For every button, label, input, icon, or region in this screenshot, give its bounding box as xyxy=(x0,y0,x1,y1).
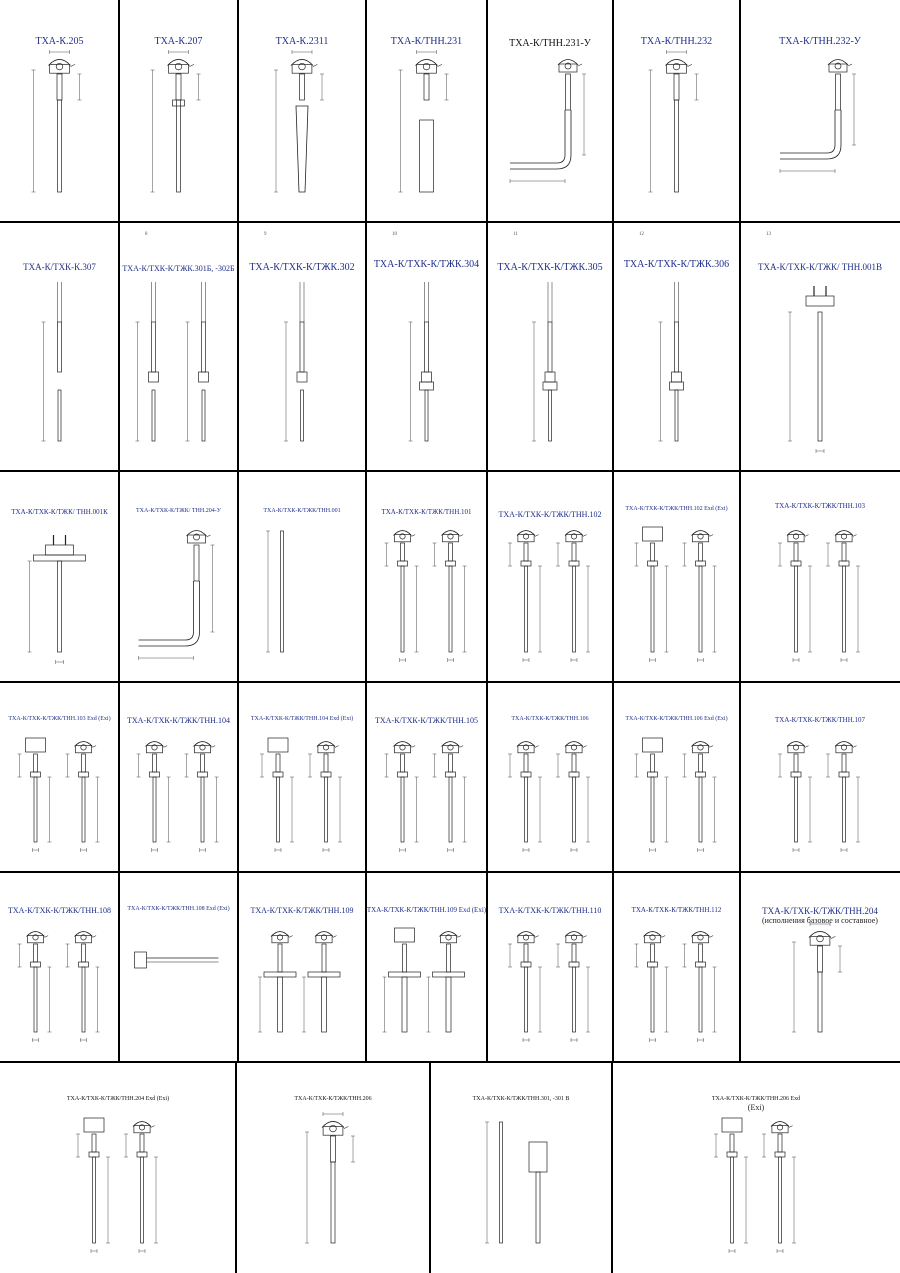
catalog-cell xyxy=(740,872,900,1062)
technical-drawing xyxy=(487,872,613,1062)
technical-drawing xyxy=(119,471,238,682)
product-title xyxy=(487,38,613,50)
catalog-cell xyxy=(366,222,487,471)
page-number: 11 xyxy=(513,232,518,237)
product-title-text: ТХА-К/ТХК-К/ТЖК.305 xyxy=(497,262,603,273)
product-title-text: ТХА-К/ТХК-К/ТЖК.301Б, -302Б xyxy=(122,264,235,273)
product-title-text: ТХА-К/ТХК-К/ТЖК/ТНН.103 xyxy=(774,502,866,510)
catalog-cell xyxy=(119,0,238,222)
grid-divider xyxy=(611,1062,613,1273)
product-title xyxy=(740,716,900,724)
page-number: 13 xyxy=(766,232,771,237)
catalog-cell xyxy=(0,0,119,222)
product-title xyxy=(366,906,487,914)
product-title-text: ТХА-К/ТНН.232 xyxy=(640,36,713,47)
catalog-cell xyxy=(487,222,613,471)
technical-drawing xyxy=(430,1062,612,1273)
grid-divider xyxy=(0,871,900,873)
grid-divider xyxy=(612,0,614,1062)
product-title xyxy=(119,36,238,48)
product-title-text: ТХА-К/ТХК-К/ТЖК/ТНН.109 xyxy=(250,906,354,915)
grid-divider xyxy=(365,0,367,1062)
catalog-cell xyxy=(430,1062,612,1273)
product-title xyxy=(0,36,119,48)
grid-divider xyxy=(0,470,900,472)
product-title-text: ТХА-К/ТХК-К/ТЖК/ТНН.204 xyxy=(762,906,878,916)
technical-drawing xyxy=(0,682,119,872)
technical-drawing xyxy=(366,0,487,222)
technical-drawing xyxy=(119,682,238,872)
product-title xyxy=(613,506,740,513)
product-title-text: ТХА-К/ТХК-К/ТЖК/ТНН.110 xyxy=(498,906,602,915)
product-title-text: ТХА-К/ТХК-К/ТЖК/ТНН.102 Exd (Exi) xyxy=(625,506,728,512)
product-title xyxy=(119,264,238,273)
product-title-text: ТХА-К/ТХК-К/ТЖК/ТНН.107 xyxy=(774,716,866,724)
catalog-cell xyxy=(613,682,740,872)
product-title xyxy=(0,906,119,915)
product-title xyxy=(366,716,487,725)
product-title-text: ТХА-К/ТХК-К/ТЖК/ТНН.206 Exd xyxy=(711,1096,801,1102)
product-title xyxy=(238,906,366,915)
catalog-cell xyxy=(740,682,900,872)
product-title-text: ТХА-К/ТНН.231-У xyxy=(509,38,591,49)
technical-drawing xyxy=(487,222,613,471)
catalog-cell xyxy=(613,0,740,222)
product-title-text: ТХА-К/ТХК-К/ТЖК/ТНН.106 xyxy=(511,716,589,722)
product-title-text: ТХА-К/ТНН.232-У xyxy=(779,36,861,47)
technical-drawing xyxy=(366,872,487,1062)
product-title xyxy=(0,716,119,723)
product-title xyxy=(0,508,119,516)
product-title xyxy=(487,906,613,915)
product-title-text: ТХА-К/ТХК-К/ТЖК/ТНН.104 xyxy=(127,716,230,725)
product-title xyxy=(0,1096,236,1103)
product-title-text: ТХА-К/ТХК-К/ТЖК/ТНН.001 xyxy=(263,508,341,514)
technical-drawing xyxy=(366,471,487,682)
catalog-cell xyxy=(238,682,366,872)
product-subtitle: (исполнения базовое и составное) xyxy=(762,916,878,926)
catalog-cell xyxy=(366,471,487,682)
grid-divider xyxy=(118,0,120,1062)
product-title xyxy=(487,716,613,723)
catalog-cell xyxy=(119,222,238,471)
catalog-cell xyxy=(238,872,366,1062)
technical-drawing xyxy=(613,682,740,872)
catalog-cell xyxy=(119,682,238,872)
product-subtitle: (Exi) xyxy=(747,1102,765,1112)
grid-divider xyxy=(739,0,741,1062)
technical-drawing xyxy=(366,682,487,872)
product-title-text: ТХА-К/ТХК-К/ТЖК/ТНН.109 Exd (Exi) xyxy=(366,906,487,914)
product-title-text: ТХА-К/ТХК-К/ТЖК/ТНН.112 xyxy=(631,906,722,914)
page-number: 10 xyxy=(392,232,397,237)
technical-drawing xyxy=(487,471,613,682)
page-number: 9 xyxy=(264,232,267,237)
catalog-cell xyxy=(238,222,366,471)
product-title xyxy=(613,716,740,723)
catalog-cell xyxy=(0,222,119,471)
product-title-text: ТХА-К/ТХК-К/ТЖК/ ТНН.001В xyxy=(757,262,883,272)
product-title xyxy=(740,36,900,48)
technical-drawing xyxy=(613,471,740,682)
catalog-cell xyxy=(740,471,900,682)
catalog-cell xyxy=(238,471,366,682)
product-title xyxy=(740,502,900,510)
product-title-text: ТХА-К.205 xyxy=(35,36,84,47)
catalog-cell xyxy=(740,0,900,222)
product-title-text: ТХА-К/ТХК-К/ТЖК/ТНН.206 xyxy=(294,1096,372,1102)
catalog-cell xyxy=(612,1062,900,1273)
product-title-text: ТХА-К.2311 xyxy=(275,36,329,47)
product-title-text: ТХА-К/ТХК-К/ТЖК/ТНН.108 xyxy=(8,906,111,915)
product-title-text: ТХА-К/ТНН.231 xyxy=(390,36,463,47)
catalog-cell xyxy=(613,471,740,682)
grid-divider xyxy=(237,0,239,1062)
product-title-text: ТХА-К/ТХК-К/ТЖК/ТНН.105 xyxy=(375,716,478,725)
catalog-cell xyxy=(366,682,487,872)
catalog-cell xyxy=(0,471,119,682)
product-title-text: ТХА-К/ТХК-К/ТЖК/ТНН.103 Exd (Exi) xyxy=(8,716,111,722)
grid-divider xyxy=(429,1062,431,1273)
product-title xyxy=(366,259,487,271)
product-title-text: ТХА-К/ТХК-К/ТЖК/ТНН.301, -301 В xyxy=(472,1096,570,1102)
catalog-cell xyxy=(366,0,487,222)
product-title xyxy=(613,36,740,48)
page-number: 12 xyxy=(639,232,644,237)
technical-drawing xyxy=(740,222,900,471)
technical-drawing xyxy=(0,872,119,1062)
product-title xyxy=(430,1096,612,1103)
catalog-cell xyxy=(487,0,613,222)
technical-drawing xyxy=(238,0,366,222)
product-title xyxy=(236,1096,430,1103)
product-title-text: ТХА-К/ТХК-К/ТЖК/ТНН.204 Exd (Exi) xyxy=(66,1096,170,1102)
catalog-cell xyxy=(236,1062,430,1273)
product-title-text: ТХА-К/ТХК-К/ТЖК/ТНН.106 Exd (Exi) xyxy=(625,716,728,722)
catalog-cell xyxy=(487,872,613,1062)
technical-drawing xyxy=(0,222,119,471)
product-title xyxy=(238,262,366,274)
product-title-text: ТХА-К/ТХК-К/ТЖК/ТНН.102 xyxy=(498,510,602,519)
product-title xyxy=(119,716,238,725)
product-title-text: ТХА-К/ТХК-К/ТЖК/ТНН.108 Exd (Exi) xyxy=(127,906,230,912)
catalog-cell xyxy=(119,471,238,682)
product-title xyxy=(119,906,238,913)
technical-drawing xyxy=(238,471,366,682)
technical-drawing xyxy=(740,682,900,872)
technical-drawing xyxy=(740,872,900,1062)
technical-drawing xyxy=(238,872,366,1062)
product-title xyxy=(612,1096,900,1112)
technical-drawing xyxy=(613,872,740,1062)
product-title xyxy=(740,906,900,926)
technical-drawing xyxy=(119,0,238,222)
catalog-cell xyxy=(238,0,366,222)
technical-drawing xyxy=(0,0,119,222)
technical-drawing xyxy=(119,872,238,1062)
technical-drawing xyxy=(612,1062,900,1273)
product-title xyxy=(740,262,900,272)
technical-drawing xyxy=(119,222,238,471)
catalog-cell xyxy=(0,1062,236,1273)
catalog-cell xyxy=(487,471,613,682)
technical-drawing xyxy=(487,0,613,222)
grid-divider xyxy=(486,0,488,1062)
grid-divider xyxy=(0,1061,900,1063)
product-title-text: ТХА-К/ТХК-К.307 xyxy=(23,262,96,272)
product-title-text: ТХА-К/ТХК-К/ТЖК/ ТНН.001К xyxy=(11,508,108,516)
catalog-cell xyxy=(119,872,238,1062)
product-title xyxy=(366,36,487,48)
technical-drawing xyxy=(238,682,366,872)
grid-divider xyxy=(235,1062,237,1273)
catalog-cell xyxy=(487,682,613,872)
product-title-text: ТХА-К/ТХК-К/ТЖК/ТНН.104 Exd (Exi) xyxy=(250,716,354,722)
technical-drawing xyxy=(236,1062,430,1273)
product-title xyxy=(238,508,366,515)
technical-drawing xyxy=(0,471,119,682)
catalog-cell xyxy=(613,872,740,1062)
technical-drawing xyxy=(613,0,740,222)
product-title xyxy=(238,716,366,723)
product-title xyxy=(119,508,238,515)
catalog-cell xyxy=(740,222,900,471)
product-title xyxy=(487,510,613,519)
catalog-cell xyxy=(366,872,487,1062)
catalog-cell xyxy=(613,222,740,471)
grid-divider xyxy=(0,681,900,683)
product-title-text: ТХА-К/ТХК-К/ТЖК.302 xyxy=(249,262,355,273)
product-title xyxy=(238,36,366,48)
product-title xyxy=(613,259,740,271)
technical-drawing xyxy=(487,682,613,872)
product-title-text: ТХА-К/ТХК-К/ТЖК.306 xyxy=(623,259,730,270)
catalog-cell xyxy=(0,682,119,872)
product-title xyxy=(366,508,487,516)
product-title-text: ТХА-К/ТХК-К/ТЖК/ТНН.101 xyxy=(381,508,472,516)
grid-divider xyxy=(0,221,900,223)
technical-drawing xyxy=(0,1062,236,1273)
product-title xyxy=(0,262,119,272)
product-title-text: ТХА-К/ТХК-К/ТЖК.304 xyxy=(373,259,480,270)
product-title-text: ТХА-К.207 xyxy=(154,36,203,47)
product-title xyxy=(613,906,740,914)
technical-drawing xyxy=(740,0,900,222)
page-number: 8 xyxy=(145,232,148,237)
product-title-text: ТХА-К/ТХК-К/ТЖК/ ТНН.204-У xyxy=(136,508,221,514)
catalog-cell xyxy=(0,872,119,1062)
technical-drawing xyxy=(238,222,366,471)
product-title xyxy=(487,262,613,274)
